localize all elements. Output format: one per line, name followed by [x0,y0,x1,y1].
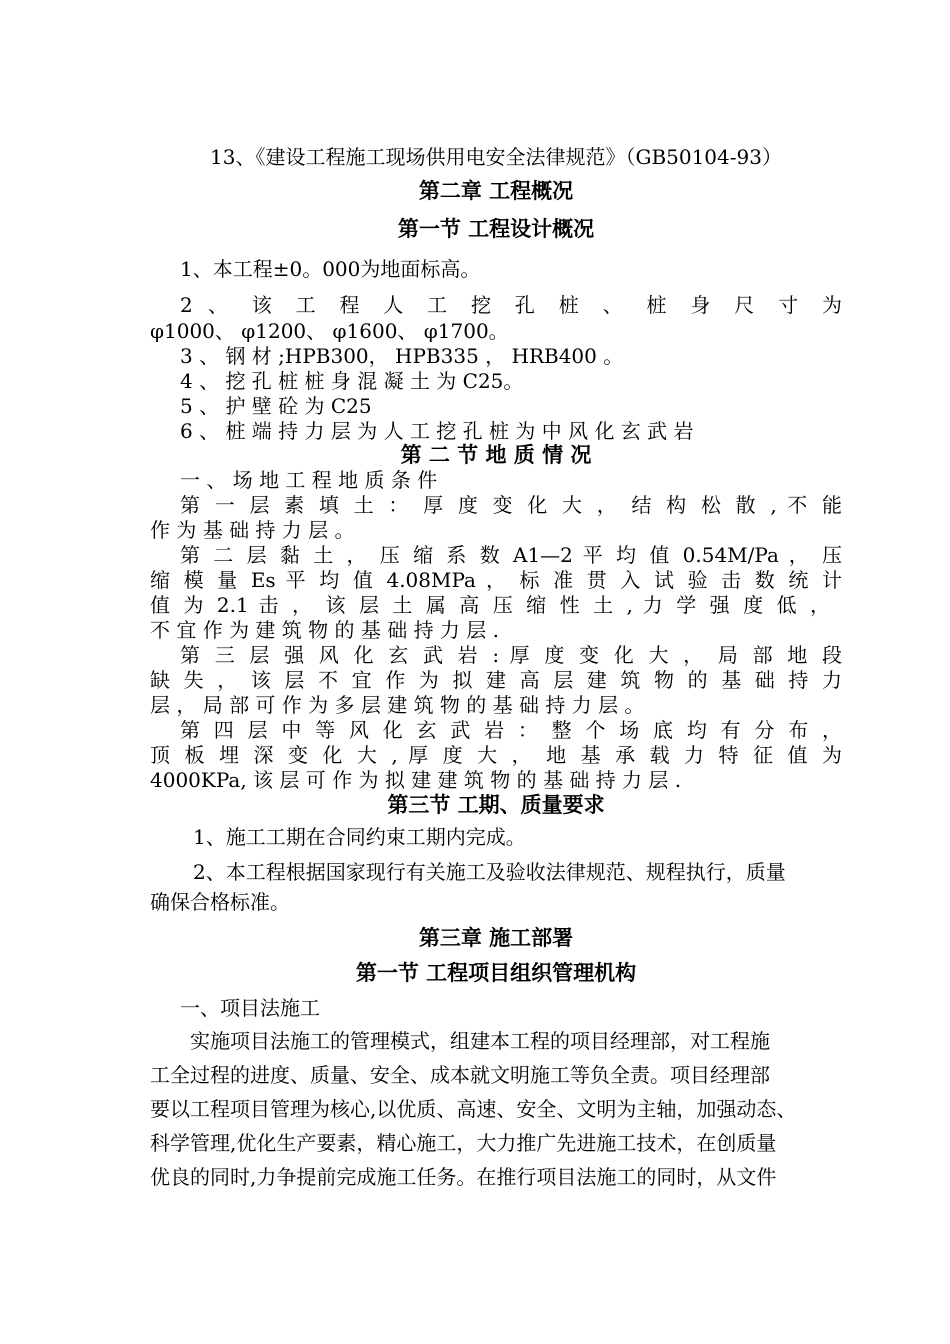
paragraph-wall: 5 、 护 壁 砼 为 C25 [180,394,372,418]
geology-layer-3: 第 三 层 强 风 化 玄 武 岩 : 厚 度 变 化 大 ， 局 部 地 段 [180,643,842,667]
paragraph-concrete: 4 、 挖 孔 桩 桩 身 混 凝 土 为 C25。 [180,369,524,393]
geology-layer-2-cont-2: 值 为 2.1 击 ， 该 层 土 属 高 压 缩 性 土 , 力 学 强 度 低 ， [150,593,830,617]
chapter-2-title: 第二章 工程概况 [418,178,574,203]
geology-layer-1-cont: 作 为 基 础 持 力 层 。 [150,518,355,542]
geology-layer-2-cont-1: 缩 模 量 Es 平 均 值 4.08MPa ， 标 准 贯 入 试 验 击 数 统 计 [150,568,842,592]
geology-layer-4: 第 四 层 中 等 风 化 玄 武 岩 ： 整 个 场 底 均 有 分 布 ， [180,718,842,742]
subheading-project-method: 一、项目法施工 [180,996,320,1020]
paragraph-management-5: 优良的同时,力争提前完成施工任务。在推行项目法施工的同时，从文件 [150,1165,777,1189]
paragraph-quality: 2、本工程根据国家现行有关施工及验收法律规范、规程执行，质量 [193,860,786,884]
paragraph-elevation: 1、本工程±0。000为地面标高。 [180,257,481,281]
geology-layer-3-cont-1: 缺 失 ， 该 层 不 宜 作 为 拟 建 高 层 建 筑 物 的 基 础 持 力 [150,668,842,692]
geology-layer-4-cont-1: 顶 板 埋 深 变 化 大 , 厚 度 大 ， 地 基 承 载 力 特 征 值 为 [150,743,842,767]
geology-layer-3-cont-2: 层 ， 局 部 可 作 为 多 层 建 筑 物 的 基 础 持 力 层 。 [150,693,645,717]
geology-layer-2-cont-3: 不 宜 作 为 建 筑 物 的 基 础 持 力 层 . [150,618,500,642]
section-2-title: 第 二 节 地 质 情 况 [400,442,592,467]
paragraph-management-4: 科学管理,优化生产要素，精心施工，大力推广先进施工技术，在创质量 [150,1131,777,1155]
geology-layer-2: 第 二 层 黏 土 ， 压 缩 系 数 A1—2 平 均 值 0.54M/Pa ， 压 [180,543,842,567]
section-1-title: 第一节 工程设计概况 [397,216,595,241]
paragraph-quality-cont: 确保合格标准。 [150,890,290,914]
paragraph-schedule: 1、施工工期在合同约束工期内完成。 [193,825,526,849]
chapter-3-title: 第三章 施工部署 [418,925,574,950]
section-3-title: 第三节 工期、质量要求 [387,792,605,817]
paragraph-bearing: 6 、 桩 端 持 力 层 为 人 工 挖 孔 桩 为 中 风 化 玄 武 岩 [180,419,694,443]
section-3-1-title: 第一节 工程项目组织管理机构 [355,960,637,985]
paragraph-pile-size: 2 、 该 工 程 人 工 挖 孔 桩 、 桩 身 尺 寸 为 [180,293,842,317]
geology-layer-1: 第 一 层 素 填 土 ： 厚 度 变 化 大 ， 结 构 松 散 , 不 能 [180,493,842,517]
reference-item-13: 13、《建设工程施工现场供用电安全法律规范》（GB50104-93） [210,145,782,169]
geology-layer-4-cont-2: 4000KPa, 该 层 可 作 为 拟 建 建 筑 物 的 基 础 持 力 层 . [150,768,682,792]
geology-heading: 一 、 场 地 工 程 地 质 条 件 [180,468,438,492]
paragraph-steel: 3 、 钢 材 ;HPB300， HPB335 ， HRB400 。 [180,344,624,368]
paragraph-management-1: 实施项目法施工的管理模式，组建本工程的项目经理部，对工程施 [190,1029,770,1053]
paragraph-pile-diameters: φ1000、 φ1200、 φ1600、 φ1700。 [150,319,509,343]
paragraph-management-2: 工全过程的进度、质量、安全、成本就文明施工等负全责。项目经理部 [150,1063,770,1087]
paragraph-management-3: 要以工程项目管理为核心,以优质、高速、安全、文明为主轴，加强动态、 [150,1097,797,1121]
